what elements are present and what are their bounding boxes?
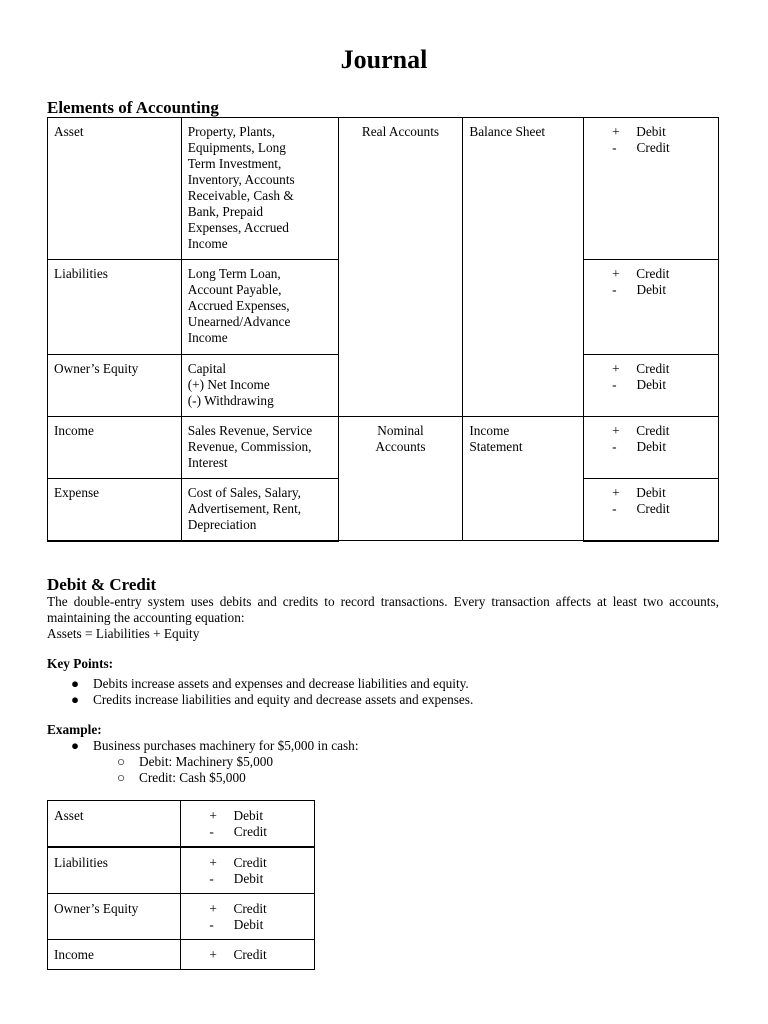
effect-minus: - Debit xyxy=(209,871,264,886)
element-items-cell xyxy=(181,118,338,260)
item-line: Unearned/Advance xyxy=(187,314,291,329)
effect-plus: + Debit xyxy=(612,485,666,500)
element-items-cell xyxy=(181,260,338,355)
list-item xyxy=(47,676,473,692)
rule-name-cell: Liabilities xyxy=(48,847,181,894)
item-line: (-) Withdrawing xyxy=(187,393,274,408)
rule-name-cell: Income xyxy=(48,940,181,970)
item-line: Property, Plants, xyxy=(187,124,276,139)
sub-list-item xyxy=(47,770,359,786)
table-row xyxy=(48,940,315,970)
effect-cell xyxy=(584,355,719,417)
effect-plus: + Credit xyxy=(209,901,267,916)
effect-plus: + Credit xyxy=(209,947,267,962)
bullet-icon: ● xyxy=(71,676,80,691)
item-line: Term Investment, xyxy=(187,156,282,171)
intro-paragraph: The double-entry system uses debits and credits to record transactions. Every transaction affects at least two accounts, maintaining the accounting equation: xyxy=(47,594,719,625)
income-statement-line: Income xyxy=(469,423,510,438)
elements-heading: Elements of Accounting xyxy=(47,98,219,117)
example-sublist xyxy=(47,754,359,786)
bullet-icon: ● xyxy=(71,738,80,753)
list-item xyxy=(47,738,359,754)
table-row xyxy=(48,847,315,894)
effect-minus: - Credit xyxy=(209,824,268,839)
effect-cell xyxy=(584,479,719,541)
circle-bullet-icon: ○ xyxy=(117,770,126,785)
item-line: Revenue, Commission, xyxy=(187,439,312,454)
nominal-accounts-cell xyxy=(338,417,463,541)
item-line: Advertisement, Rent, xyxy=(187,501,302,516)
balance-sheet-cell: Balance Sheet xyxy=(463,118,584,417)
list-item xyxy=(47,754,359,786)
key-points-label: Key Points: xyxy=(47,656,114,671)
item-line: (+) Net Income xyxy=(187,377,270,392)
item-line: Depreciation xyxy=(187,517,257,532)
item-line: Capital xyxy=(187,361,227,376)
key-points-list xyxy=(47,676,473,708)
rule-effect-cell xyxy=(181,894,315,940)
income-statement-cell xyxy=(463,417,584,541)
rule-effect-cell xyxy=(181,940,315,970)
debit-credit-heading: Debit & Credit xyxy=(47,575,157,594)
effect-minus: - Debit xyxy=(209,917,264,932)
nominal-line: Nominal xyxy=(377,423,424,438)
item-line: Expenses, Accrued xyxy=(187,220,289,235)
element-items-cell xyxy=(181,479,338,541)
rules-table xyxy=(47,800,315,970)
list-item xyxy=(47,692,473,708)
effect-plus: + Debit xyxy=(612,124,666,139)
item-line: Sales Revenue, Service xyxy=(187,423,313,438)
effect-plus: + Credit xyxy=(209,855,267,870)
item-line: Account Payable, xyxy=(187,282,282,297)
item-line: Income xyxy=(187,330,228,345)
example-text: Business purchases machinery for $5,000 in cash: xyxy=(93,738,359,753)
effect-cell xyxy=(584,118,719,260)
accounting-equation: Assets = Liabilities + Equity xyxy=(47,626,200,641)
element-name-cell: Owner’s Equity xyxy=(48,355,182,417)
example-label: Example: xyxy=(47,722,102,737)
item-line: Long Term Loan, xyxy=(187,266,281,281)
effect-minus: - Debit xyxy=(612,282,667,297)
table-row xyxy=(48,801,315,848)
effect-minus: - Debit xyxy=(612,377,667,392)
key-point-text: Debits increase assets and expenses and decrease liabilities and equity. xyxy=(93,676,469,691)
item-line: Receivable, Cash & xyxy=(187,188,294,203)
effect-minus: - Credit xyxy=(612,140,670,155)
item-line: Interest xyxy=(187,455,228,470)
nominal-line: Accounts xyxy=(375,439,426,454)
element-items-cell xyxy=(181,355,338,417)
item-line: Cost of Sales, Salary, xyxy=(187,485,301,500)
effect-cell xyxy=(584,417,719,479)
effect-plus: + Debit xyxy=(209,808,264,823)
element-name-cell: Asset xyxy=(48,118,182,260)
table-row xyxy=(48,417,719,479)
item-line: Income xyxy=(187,236,228,251)
real-accounts-cell: Real Accounts xyxy=(338,118,463,417)
elements-table xyxy=(47,117,719,542)
sub-list-item xyxy=(47,754,359,770)
item-line: Inventory, Accounts xyxy=(187,172,295,187)
example-list xyxy=(47,738,359,786)
page-title: Journal xyxy=(340,45,428,74)
element-name-cell: Liabilities xyxy=(48,260,182,355)
element-name-cell: Expense xyxy=(48,479,182,541)
effect-plus: + Credit xyxy=(612,361,670,376)
item-line: Accrued Expenses, xyxy=(187,298,290,313)
rule-effect-cell xyxy=(181,847,315,894)
table-row xyxy=(48,118,719,260)
bullet-icon: ● xyxy=(71,692,80,707)
item-line: Bank, Prepaid xyxy=(187,204,264,219)
example-credit-text: Credit: Cash $5,000 xyxy=(139,770,246,785)
table-row xyxy=(48,894,315,940)
element-name-cell: Income xyxy=(48,417,182,479)
rule-name-cell: Owner’s Equity xyxy=(48,894,181,940)
effect-cell xyxy=(584,260,719,355)
effect-minus: - Debit xyxy=(612,439,667,454)
effect-minus: - Credit xyxy=(612,501,670,516)
effect-plus: + Credit xyxy=(612,423,670,438)
income-statement-line: Statement xyxy=(469,439,523,454)
effect-plus: + Credit xyxy=(612,266,670,281)
rule-effect-cell xyxy=(181,801,315,848)
rule-name-cell: Asset xyxy=(48,801,181,848)
item-line: Equipments, Long xyxy=(187,140,286,155)
circle-bullet-icon: ○ xyxy=(117,754,126,769)
element-items-cell xyxy=(181,417,338,479)
key-point-text: Credits increase liabilities and equity and decrease assets and expenses. xyxy=(93,692,474,707)
example-debit-text: Debit: Machinery $5,000 xyxy=(139,754,274,769)
